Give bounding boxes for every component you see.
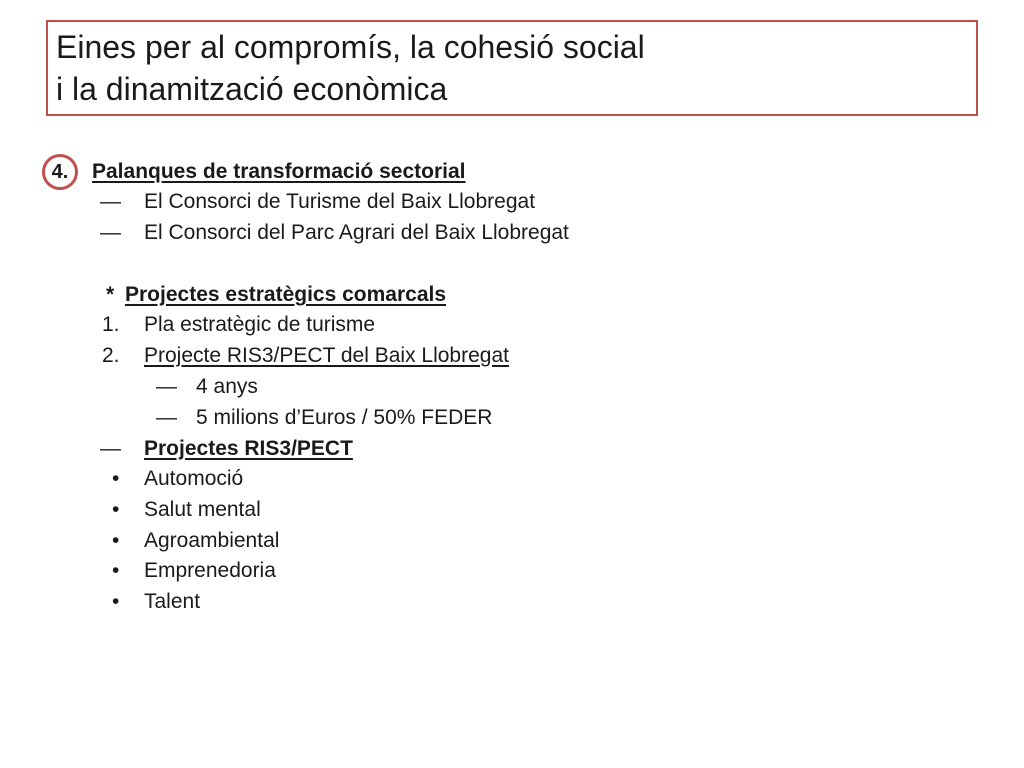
list-item: [0, 373, 1024, 401]
section-4-heading-row: [0, 158, 1024, 186]
dash-marker: —: [100, 190, 121, 213]
dash-marker: —: [156, 406, 177, 429]
bullet-marker: •: [112, 498, 120, 521]
bullet-marker: •: [112, 559, 120, 582]
number-marker: 2.: [102, 344, 120, 367]
section-number: 4.: [51, 161, 69, 183]
projects-heading: Projectes estratègics comarcals: [125, 283, 447, 306]
list-item: [0, 342, 1024, 370]
section-4-heading: Palanques de transformació sectorial: [92, 160, 466, 183]
dash-marker: —: [100, 437, 121, 460]
list-item: [0, 404, 1024, 432]
pla-estrategic-item: Pla estratègic de turisme: [144, 313, 376, 336]
list-item: [0, 588, 1024, 616]
number-marker: 1.: [102, 313, 120, 336]
projecte-ris3-item: Projecte RIS3/PECT del Baix Llobregat: [144, 344, 509, 367]
dash-marker: —: [156, 375, 177, 398]
consorci-turisme-item: El Consorci de Turisme del Baix Llobregat: [144, 190, 536, 213]
star-marker: *: [106, 283, 115, 306]
milions-item: 5 milions d’Euros / 50% FEDER: [196, 406, 493, 429]
bullet-item: Talent: [144, 590, 201, 613]
slide-title-line-1: Eines per al compromís, la cohesió social: [56, 29, 645, 65]
anys-item: 4 anys: [196, 375, 258, 398]
bullet-item: Agroambiental: [144, 529, 280, 552]
bullet-item: Emprenedoria: [144, 559, 276, 582]
list-item: [0, 188, 1024, 216]
dash-marker: —: [100, 221, 121, 244]
consorci-parc-agrari-item: El Consorci del Parc Agrari del Baix Llobregat: [144, 221, 569, 244]
list-item: [0, 557, 1024, 585]
bullet-marker: •: [112, 590, 120, 613]
bullet-item: Salut mental: [144, 498, 261, 521]
ris3-heading-row: [0, 435, 1024, 463]
ris3-heading: Projectes RIS3/PECT: [144, 437, 353, 460]
list-item: [0, 496, 1024, 524]
bullet-marker: •: [112, 529, 120, 552]
bullet-item: Automoció: [144, 467, 244, 490]
projects-heading-row: [0, 281, 1024, 309]
list-item: [0, 219, 1024, 247]
list-item: [0, 311, 1024, 339]
section-number-circle: [42, 154, 78, 190]
bullet-marker: •: [112, 467, 120, 490]
list-item: [0, 527, 1024, 555]
slide-title-line-2: i la dinamització econòmica: [56, 71, 448, 107]
list-item: [0, 465, 1024, 493]
